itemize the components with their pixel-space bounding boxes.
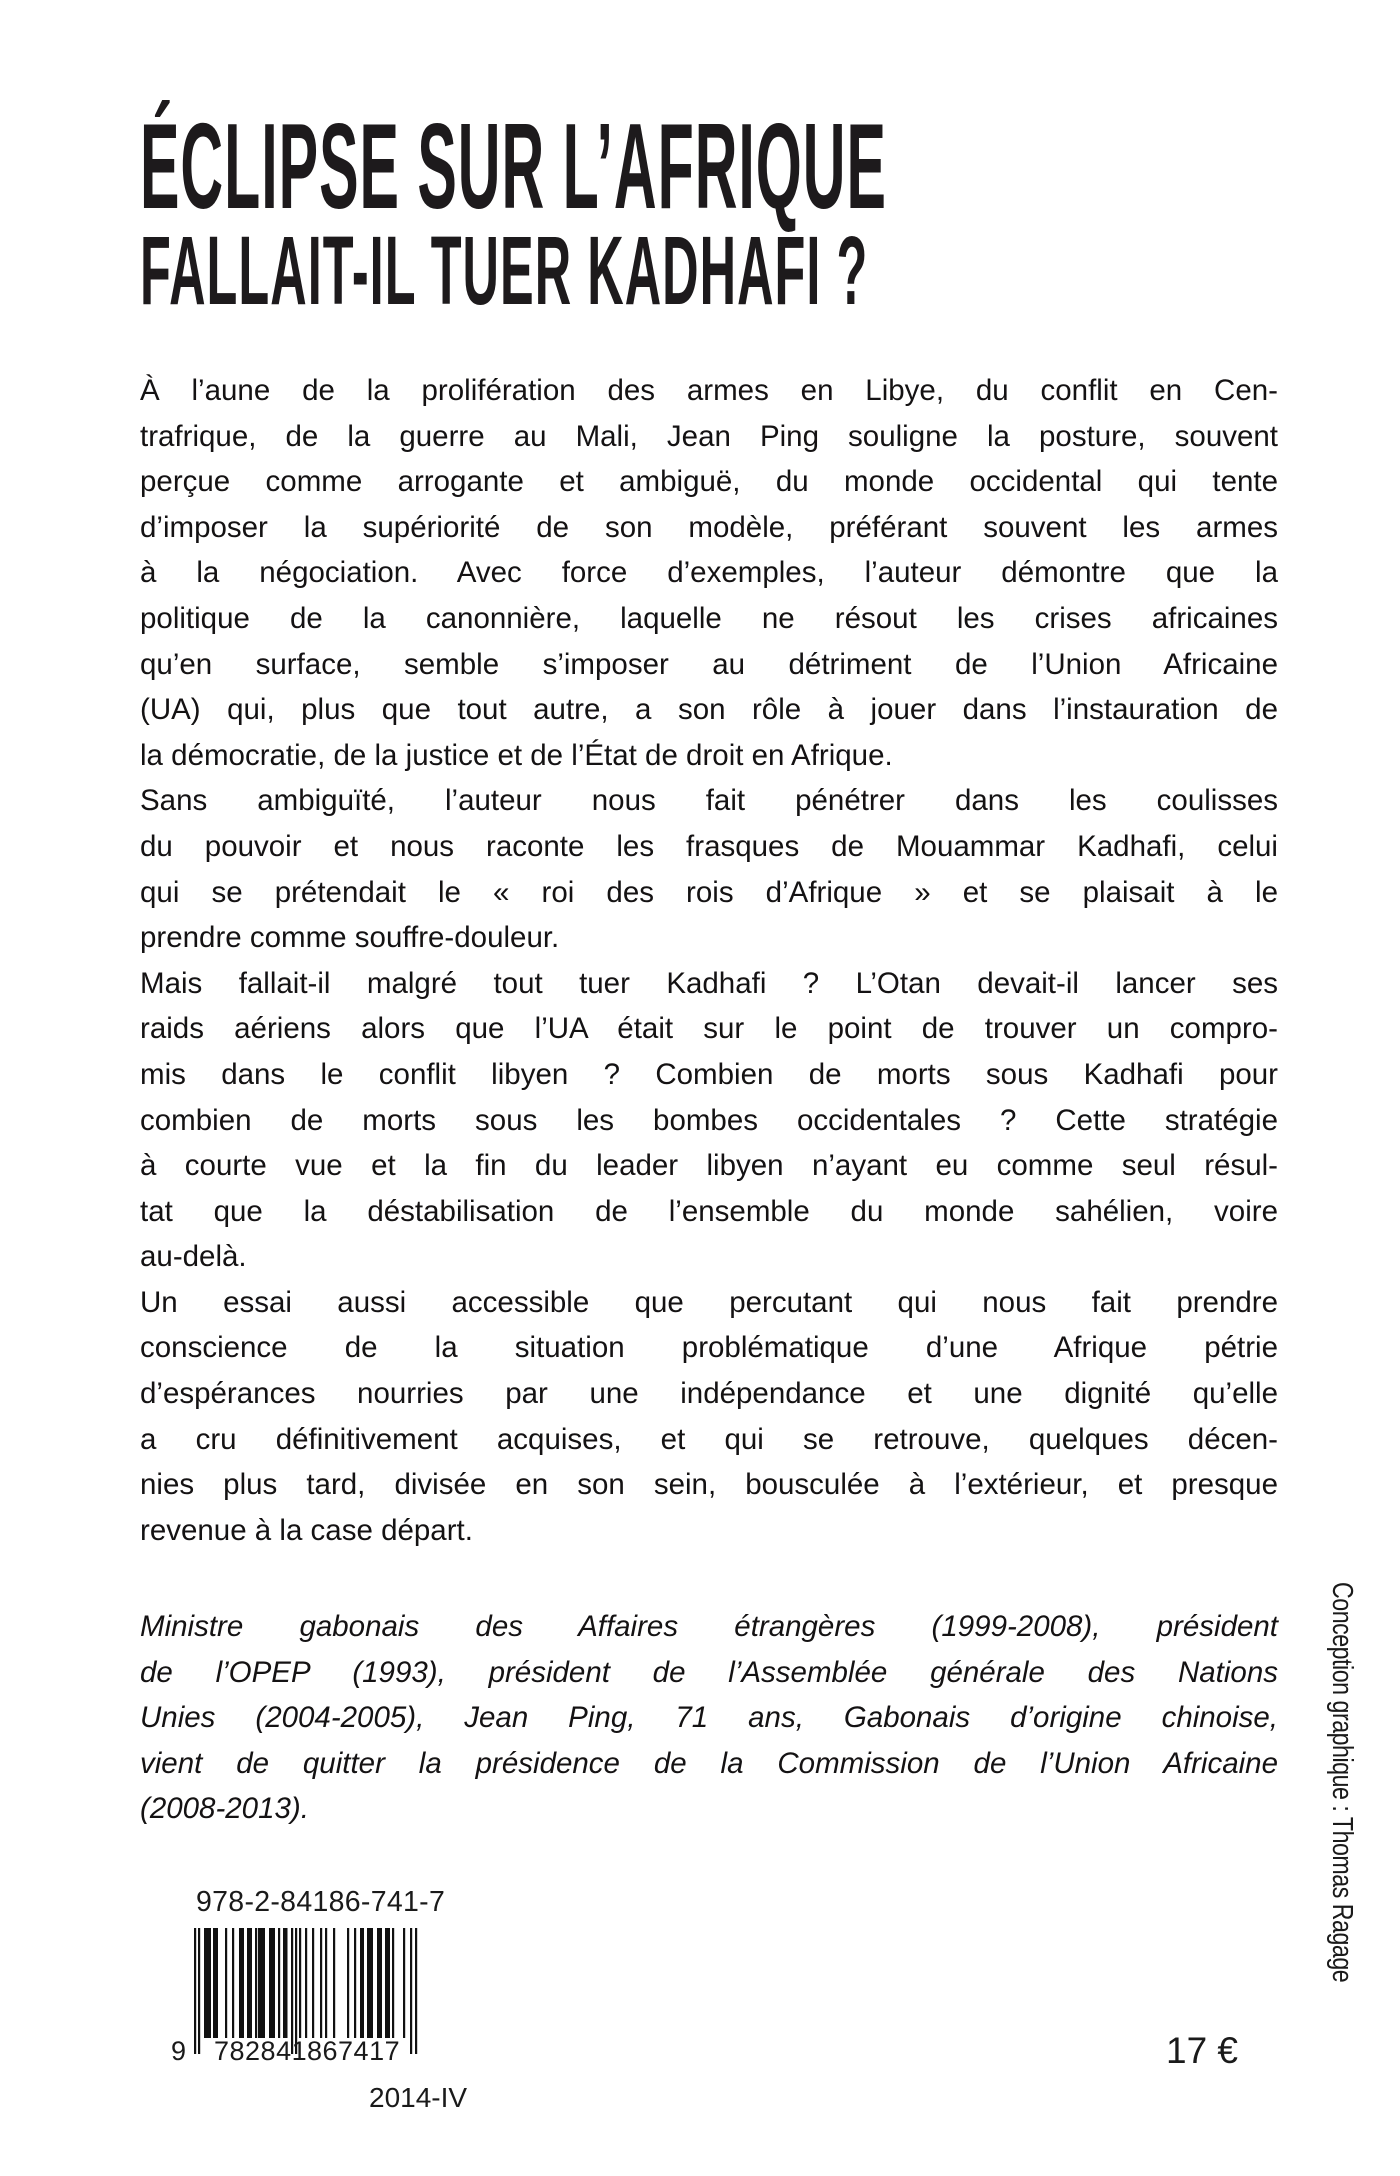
book-title: ÉCLIPSE SUR L’AFRIQUE bbox=[140, 98, 887, 234]
blurb-line: du pouvoir et nous raconte les frasques de Mouammar Kadhafi, celui bbox=[140, 829, 1278, 863]
bio-line: (2008-2013). bbox=[140, 1792, 309, 1826]
blurb-line: prendre comme souffre-douleur. bbox=[140, 921, 560, 955]
blurb-line: (UA) qui, plus que tout autre, a son rôle à jouer dans l’instauration de bbox=[140, 693, 1278, 727]
author-bio bbox=[140, 1604, 1278, 1832]
isbn-number: 978-2-84186-741-7 bbox=[196, 1886, 446, 1918]
barcode-lead-digit: 9 bbox=[171, 2036, 187, 2066]
blurb-line: à courte vue et la fin du leader libyen n’ayant eu comme seul résul- bbox=[140, 1149, 1278, 1183]
blurb-line: À l’aune de la prolifération des armes en Libye, du conflit en Cen- bbox=[140, 374, 1278, 407]
price-label: 17 € bbox=[1166, 2030, 1239, 2071]
design-credit bbox=[1325, 1582, 1358, 2082]
blurb-line: perçue comme arrogante et ambiguë, du monde occidental qui tente bbox=[140, 465, 1278, 499]
blurb-line: Mais fallait-il malgré tout tuer Kadhafi ? L’Otan devait-il lancer ses bbox=[140, 966, 1278, 1000]
blurb-line: Sans ambiguïté, l’auteur nous fait pénétrer dans les coulisses bbox=[140, 784, 1278, 818]
blurb-line: d’imposer la supériorité de son modèle, préférant souvent les armes bbox=[140, 510, 1278, 544]
blurb-text bbox=[140, 368, 1278, 1553]
bio-line: Unies (2004-2005), Jean Ping, 71 ans, Gabonais d’origine chinoise, bbox=[140, 1701, 1278, 1735]
blurb-line: la démocratie, de la justice et de l’État de droit en Afrique. bbox=[140, 738, 893, 772]
blurb-line: raids aériens alors que l’UA était sur le point de trouver un compro- bbox=[140, 1012, 1278, 1046]
blurb-line: combien de morts sous les bombes occidentales ? Cette stratégie bbox=[140, 1103, 1278, 1137]
bio-line: Ministre gabonais des Affaires étrangères (1999-2008), président bbox=[140, 1610, 1278, 1643]
blurb-line: tat que la déstabilisation de l’ensemble du monde sahélien, voire bbox=[140, 1194, 1278, 1228]
blurb-line: qu’en surface, semble s’imposer au détriment de l’Union Africaine bbox=[140, 647, 1278, 681]
bio-line: vient de quitter la présidence de la Commission de l’Union Africaine bbox=[140, 1746, 1278, 1780]
edition-code: 2014-IV bbox=[369, 2082, 468, 2113]
bio-line: de l’OPEP (1993), président de l’Assemblée générale des Nations bbox=[140, 1655, 1278, 1689]
blurb-line: politique de la canonnière, laquelle ne résout les crises africaines bbox=[140, 601, 1278, 635]
blurb-line: Un essai aussi accessible que percutant qui nous fait prendre bbox=[140, 1285, 1278, 1319]
blurb-line: à la négociation. Avec force d’exemples, l’auteur démontre que la bbox=[140, 556, 1278, 590]
blurb-line: mis dans le conflit libyen ? Combien de morts sous Kadhafi pour bbox=[140, 1057, 1278, 1091]
blurb-line: qui se prétendait le « roi des rois d’Afrique » et se plaisait à le bbox=[140, 875, 1278, 909]
blurb-line: d’espérances nourries par une indépendance et une dignité qu’elle bbox=[140, 1377, 1278, 1411]
barcode-right-digits: 867417 bbox=[307, 2036, 401, 2066]
blurb-line: au-delà. bbox=[140, 1240, 247, 1274]
blurb-line: a cru définitivement acquises, et qui se retrouve, quelques décen- bbox=[140, 1422, 1278, 1456]
blurb-line: trafrique, de la guerre au Mali, Jean Ping souligne la posture, souvent bbox=[140, 419, 1278, 453]
barcode bbox=[170, 1928, 490, 2078]
blurb-line: nies plus tard, divisée en son sein, bousculée à l’extérieur, et presque bbox=[140, 1468, 1278, 1502]
blurb-line: conscience de la situation problématique d’une Afrique pétrie bbox=[140, 1331, 1278, 1365]
book-subtitle: FALLAIT-IL TUER KADHAFI ? bbox=[140, 216, 869, 325]
blurb-line: revenue à la case départ. bbox=[140, 1513, 473, 1547]
barcode-left-digits: 782841 bbox=[214, 2036, 308, 2066]
design-credit-text: Conception graphique : Thomas Ragage bbox=[1326, 1582, 1358, 1983]
